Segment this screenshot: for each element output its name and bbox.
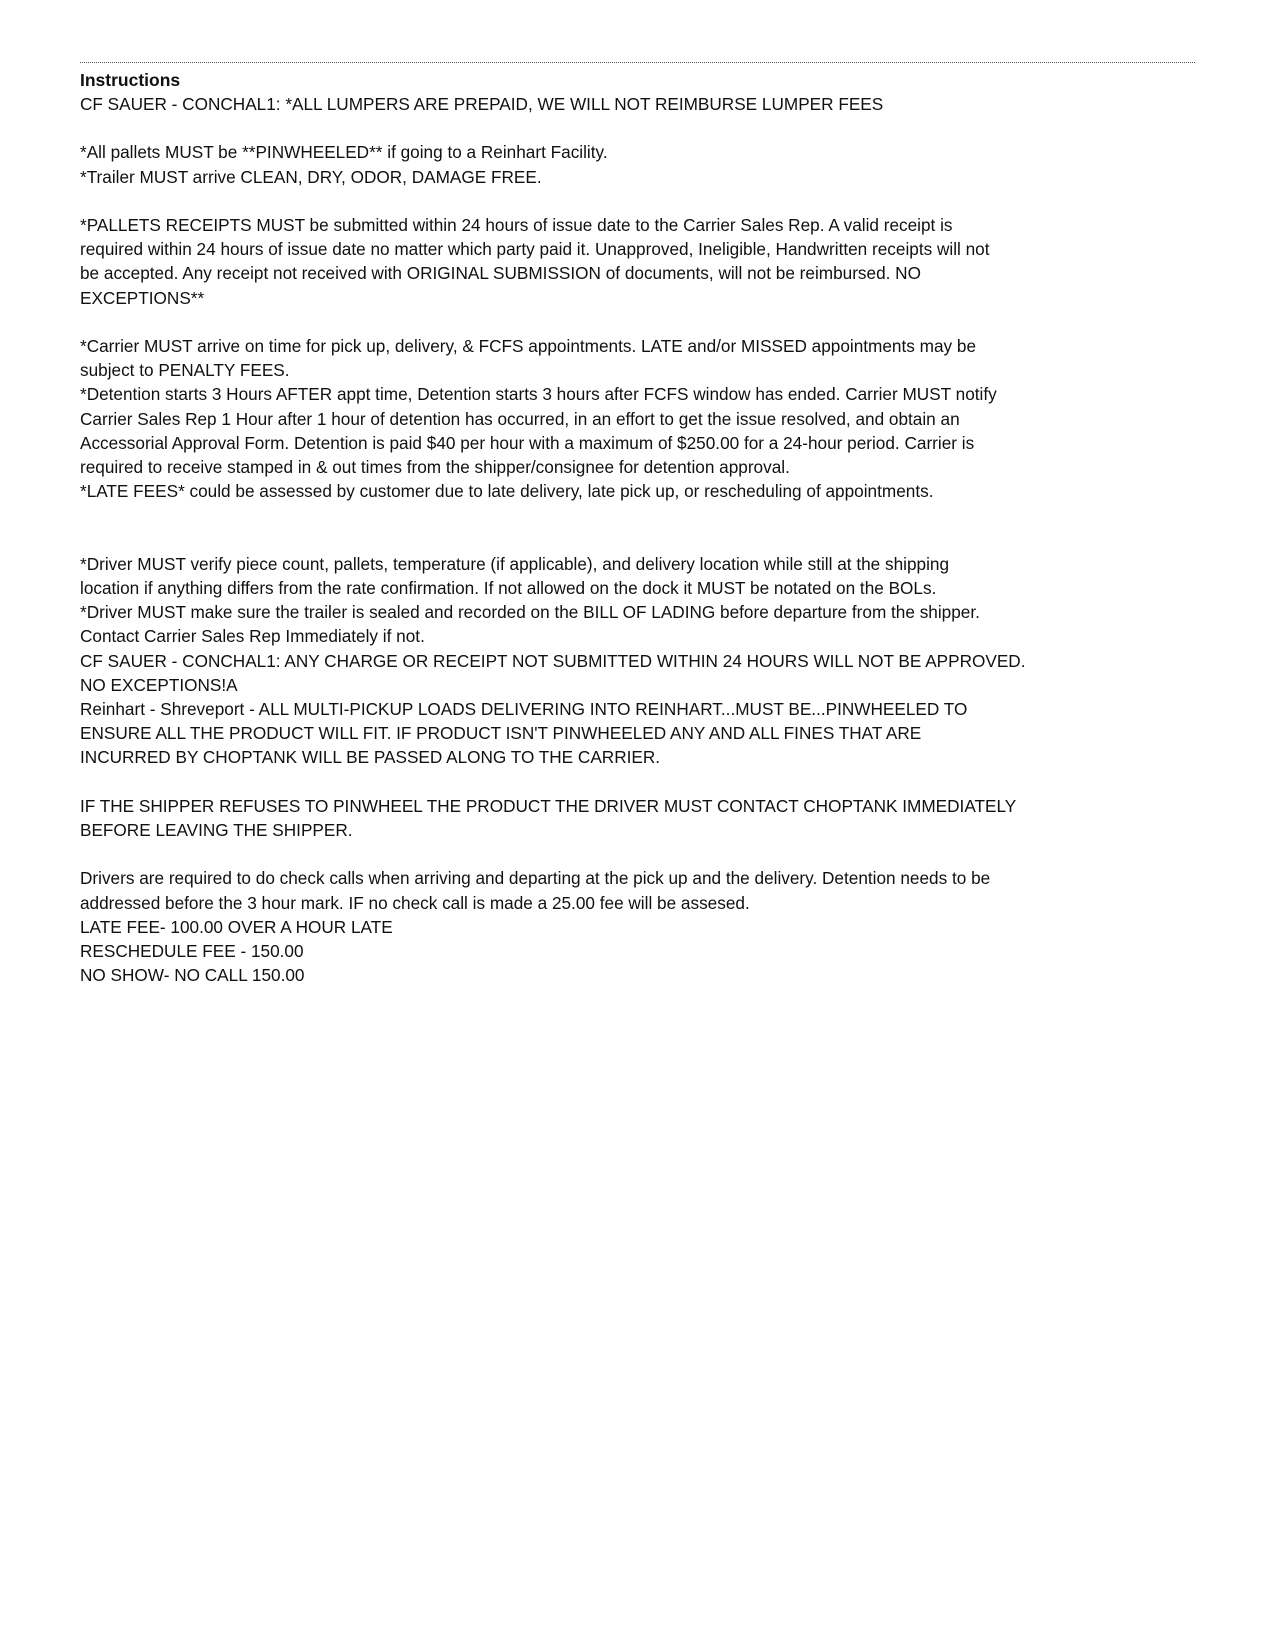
text-line: addressed before the 3 hour mark. IF no check call is made a 25.00 fee will be assesed.: [80, 892, 750, 913]
text-line: Reinhart - Shreveport - ALL MULTI-PICKUP LOADS DELIVERING INTO REINHART...MUST BE...PINWHEELED TO: [80, 699, 968, 720]
instructions-section: [80, 68, 1210, 987]
text-line: *Carrier MUST arrive on time for pick up, delivery, & FCFS appointments. LATE and/or MISSED appointments may be: [80, 335, 976, 356]
instructions-heading: Instructions: [80, 70, 181, 90]
text-line: location if anything differs from the rate confirmation. If not allowed on the dock it MUST be notated on the BOLs.: [80, 578, 937, 598]
text-line: NO EXCEPTIONS!A: [80, 674, 238, 695]
blank-line: [80, 503, 1210, 551]
text-line: CF SAUER - CONCHAL1: *ALL LUMPERS ARE PREPAID, WE WILL NOT REIMBURSE LUMPER FEES: [80, 94, 884, 114]
text-line: INCURRED BY CHOPTANK WILL BE PASSED ALONG TO THE CARRIER.: [80, 747, 661, 768]
text-line: *PALLETS RECEIPTS MUST be submitted within 24 hours of issue date to the Carrier Sales Rep. A valid receipt is: [80, 214, 953, 235]
blank-line: [80, 189, 1210, 213]
text-line: ENSURE ALL THE PRODUCT WILL FIT. IF PRODUCT ISN'T PINWHEELED ANY AND ALL FINES THAT ARE: [80, 723, 922, 744]
text-line: Accessorial Approval Form. Detention is paid $40 per hour with a maximum of $250.00 for a 24-hour period. Carrier is: [80, 432, 975, 453]
text-line: EXCEPTIONS**: [80, 287, 205, 308]
text-line: required to receive stamped in & out times from the shipper/consignee for detention approval.: [80, 457, 790, 477]
text-line: *Driver MUST verify piece count, pallets, temperature (if applicable), and delivery location while still at the shipping: [80, 553, 950, 574]
text-line: RESCHEDULE FEE - 150.00: [80, 941, 304, 962]
text-line: required within 24 hours of issue date no matter which party paid it. Unapproved, Ineligible, Handwritten receipts will not: [80, 239, 990, 260]
text-line: Drivers are required to do check calls when arriving and departing at the pick up and the delivery. Detention needs to be: [80, 868, 991, 889]
text-line: *All pallets MUST be **PINWHEELED** if going to a Reinhart Facility.: [80, 142, 608, 163]
text-line: NO SHOW- NO CALL 150.00: [80, 965, 305, 986]
text-line: CF SAUER - CONCHAL1: ANY CHARGE OR RECEIPT NOT SUBMITTED WITHIN 24 HOURS WILL NOT BE APPROVED.: [80, 650, 1026, 671]
text-line: *Trailer MUST arrive CLEAN, DRY, ODOR, DAMAGE FREE.: [80, 166, 542, 187]
text-line: be accepted. Any receipt not received with ORIGINAL SUBMISSION of documents, will not be reimbursed. NO: [80, 263, 921, 284]
text-line: Carrier Sales Rep 1 Hour after 1 hour of detention has occurred, in an effort to get the issue resolved, and obtain an: [80, 408, 960, 429]
blank-line: [80, 116, 1210, 140]
text-line: *Detention starts 3 Hours AFTER appt time, Detention starts 3 hours after FCFS window has ended. Carrier MUST notify: [80, 384, 997, 405]
blank-line: [80, 310, 1210, 334]
text-line: Contact Carrier Sales Rep Immediately if not.: [80, 626, 425, 647]
blank-line: [80, 842, 1210, 866]
text-line: BEFORE LEAVING THE SHIPPER.: [80, 820, 353, 841]
blank-line: [80, 770, 1210, 794]
text-line: IF THE SHIPPER REFUSES TO PINWHEEL THE PRODUCT THE DRIVER MUST CONTACT CHOPTANK IMMEDIATELY: [80, 795, 1017, 816]
top-divider: [80, 62, 1195, 63]
text-line: LATE FEE- 100.00 OVER A HOUR LATE: [80, 916, 393, 937]
text-line: *LATE FEES* could be assessed by customer due to late delivery, late pick up, or rescheduling of appointments.: [80, 481, 934, 502]
text-line: subject to PENALTY FEES.: [80, 360, 290, 381]
text-line: *Driver MUST make sure the trailer is sealed and recorded on the BILL OF LADING before departure from the shipper.: [80, 602, 980, 623]
